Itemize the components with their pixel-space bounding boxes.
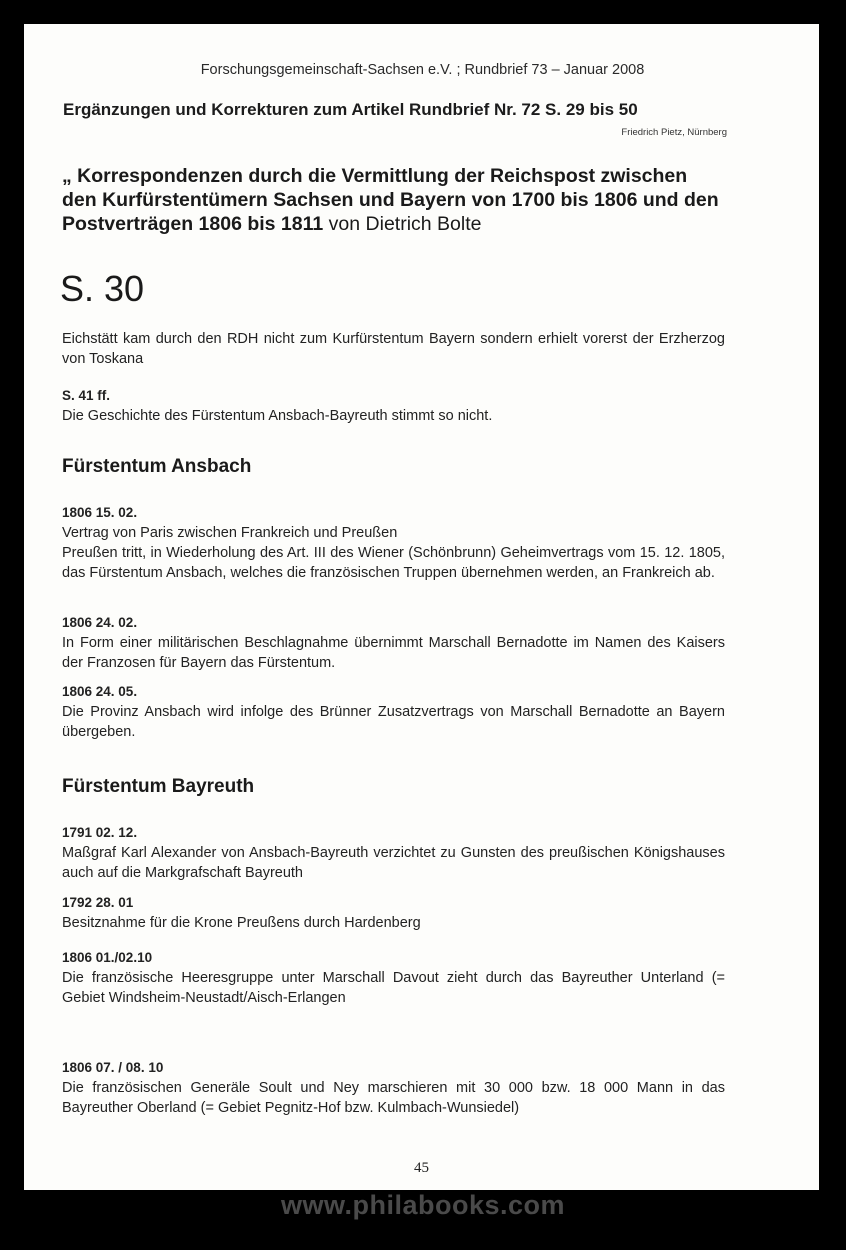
entry-date: 1806 07. / 08. 10 <box>62 1060 164 1075</box>
entry-text: In Form einer militärischen Beschlagnahme übernimmt Marschall Bernadotte im Namen des Kaisers der Franzosen für Bayern das Fürstentum. <box>62 635 725 671</box>
entry-text: Besitznahme für die Krone Preußens durch Hardenberg <box>62 915 421 931</box>
entry-text: Die französischen Generäle Soult und Ney marschieren mit 30 000 bzw. 18 000 Mann in das Bayreuther Oberland (= Gebiet Pegnitz-Hof bzw. Kulmbach-Wunsiedel) <box>62 1080 725 1116</box>
ansbach-entry-3 <box>62 682 725 742</box>
document-page <box>24 24 819 1190</box>
main-title-author: von Dietrich Bolte <box>323 213 482 235</box>
entry-date: 1806 24. 02. <box>62 615 138 630</box>
entry-date: 1791 02. 12. <box>62 825 138 840</box>
entry-text: Vertrag von Paris zwischen Frankreich und Preußen <box>62 525 398 541</box>
ansbach-entry-2 <box>62 613 725 673</box>
entry-date: 1792 28. 01 <box>62 895 134 910</box>
author-line: Friedrich Pietz, Nürnberg <box>621 127 727 138</box>
main-title-bold: „ Korrespondenzen durch die Vermittlung der Reichspost zwischen den Kurfürstentümern Sachsen und Bayern von 1700 bis 1806 und den Postverträgen 1806 bis 1811 <box>62 165 719 235</box>
bayreuth-entry-4 <box>62 1058 725 1118</box>
s41-label: S. 41 ff. <box>62 388 111 403</box>
running-header: Forschungsgemeinschaft-Sachsen e.V. ; Rundbrief 73 – Januar 2008 <box>200 62 645 78</box>
entry-date: 1806 24. 05. <box>62 684 138 699</box>
entry-text: Maßgraf Karl Alexander von Ansbach-Bayreuth verzichtet zu Gunsten des preußischen Königshauses auch auf die Markgrafschaft Bayreuth <box>62 845 725 881</box>
watermark: www.philabooks.com <box>280 1190 566 1220</box>
entry-text: Die Provinz Ansbach wird infolge des Brünner Zusatzvertrags von Marschall Bernadotte an Bayern übergeben. <box>62 704 725 740</box>
entry-date: 1806 15. 02. <box>62 505 138 520</box>
bayreuth-entry-2 <box>62 893 725 933</box>
entry-date: 1806 01./02.10 <box>62 950 153 965</box>
entry-text-continued: Preußen tritt, in Wiederholung des Art. III des Wiener (Schönbrunn) Geheimvertrags vom 15. 12. 1805, das Fürstentum Ansbach, welches die französischen Truppen übernehmen werden, an Frankreich ab. <box>62 545 725 581</box>
bayreuth-entry-1 <box>62 823 725 883</box>
section-title-bayreuth: Fürstentum Bayreuth <box>62 776 255 797</box>
main-title <box>62 164 727 236</box>
section-title-ansbach: Fürstentum Ansbach <box>62 456 252 477</box>
page-number: 45 <box>414 1160 429 1176</box>
page-reference-heading: S. 30 <box>60 268 145 309</box>
ansbach-entry-1 <box>62 503 725 583</box>
entry-text: Die französische Heeresgruppe unter Marschall Davout zieht durch das Bayreuther Unterland (= Gebiet Windsheim-Neustadt/Aisch-Erlangen <box>62 970 725 1006</box>
article-title: Ergänzungen und Korrekturen zum Artikel Rundbrief Nr. 72 S. 29 bis 50 <box>63 100 638 119</box>
s41-block <box>62 386 725 426</box>
bayreuth-entry-3 <box>62 948 725 1008</box>
intro-paragraph: Eichstätt kam durch den RDH nicht zum Kurfürstentum Bayern sondern erhielt vorerst der Erzherzog von Toskana <box>62 331 725 367</box>
s41-text: Die Geschichte des Fürstentum Ansbach-Bayreuth stimmt so nicht. <box>62 408 493 424</box>
